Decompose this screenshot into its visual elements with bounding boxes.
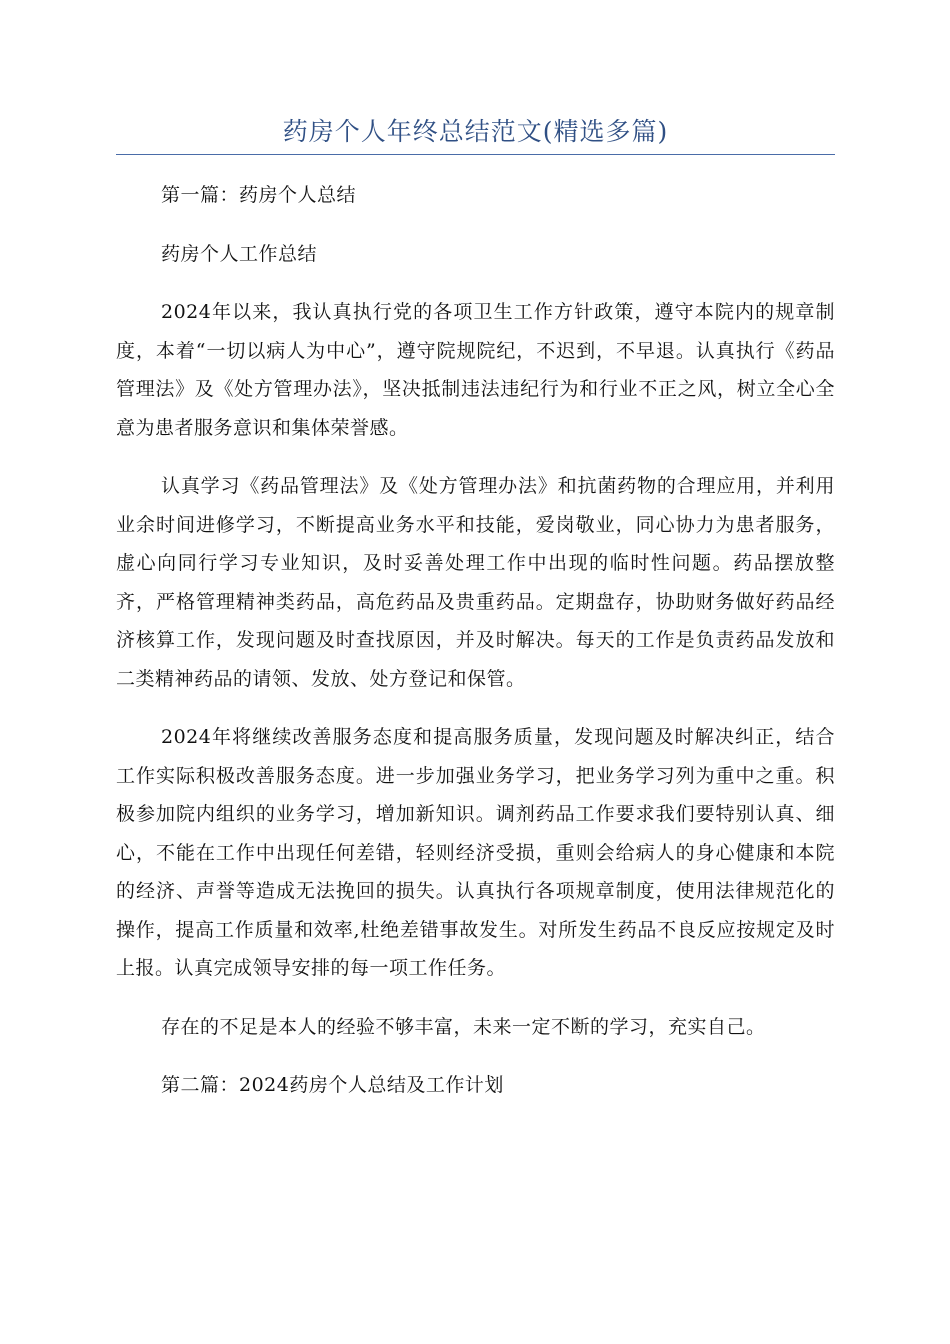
document-title: 药房个人年终总结范文(精选多篇) bbox=[282, 117, 669, 146]
section-heading-second: 第二篇：2024药房个人总结及工作计划 bbox=[161, 1074, 504, 1096]
document-body bbox=[116, 176, 835, 1125]
section-heading-first: 第一篇：药房个人总结 bbox=[161, 184, 357, 206]
body-paragraph: 存在的不足是本人的经验不够丰富，未来一定不断的学习，充实自己。 bbox=[161, 1015, 766, 1038]
body-paragraph: 2024年以来，我认真执行党的各项卫生工作方针政策，遵守本院内的规章制度，本着“一切以病人为中心”，遵守院规院纪，不迟到，不早退。认真执行《药品管理法》及《处方管理办法》，坚决抵制违法违纪行为和行业不正之风，树立全心全意为患者服务意识和集体荣誉感。 bbox=[116, 301, 835, 439]
subsection-heading: 药房个人工作总结 bbox=[161, 242, 318, 265]
body-paragraph: 认真学习《药品管理法》及《处方管理办法》和抗菌药物的合理应用，并利用业余时间进修学习，不断提高业务水平和技能，爱岗敬业，同心协力为患者服务，虚心向同行学习专业知识，及时妥善处理工作中出现的临时性问题。药品摆放整齐，严格管理精神类药品，高危药品及贵重药品。定期盘存，协助财务做好药品经济核算工作，发现问题及时查找原因，并及时解决。每天的工作是负责药品发放和二类精神药品的请领、发放、处方登记和保管。 bbox=[116, 475, 835, 690]
title-underline bbox=[116, 154, 835, 155]
body-paragraph: 2024年将继续改善服务态度和提高服务质量，发现问题及时解决纠正，结合工作实际积极改善服务态度。进一步加强业务学习，把业务学习列为重中之重。积极参加院内组织的业务学习，增加新知识。调剂药品工作要求我们要特别认真、细心，不能在工作中出现任何差错，轻则经济受损，重则会给病人的身心健康和本院的经济、声誉等造成无法挽回的损失。认真执行各项规章制度，使用法律规范化的操作，提高工作质量和效率,杜绝差错事故发生。对所发生药品不良反应按规定及时上报。认真完成领导安排的每一项工作任务。 bbox=[116, 726, 835, 979]
